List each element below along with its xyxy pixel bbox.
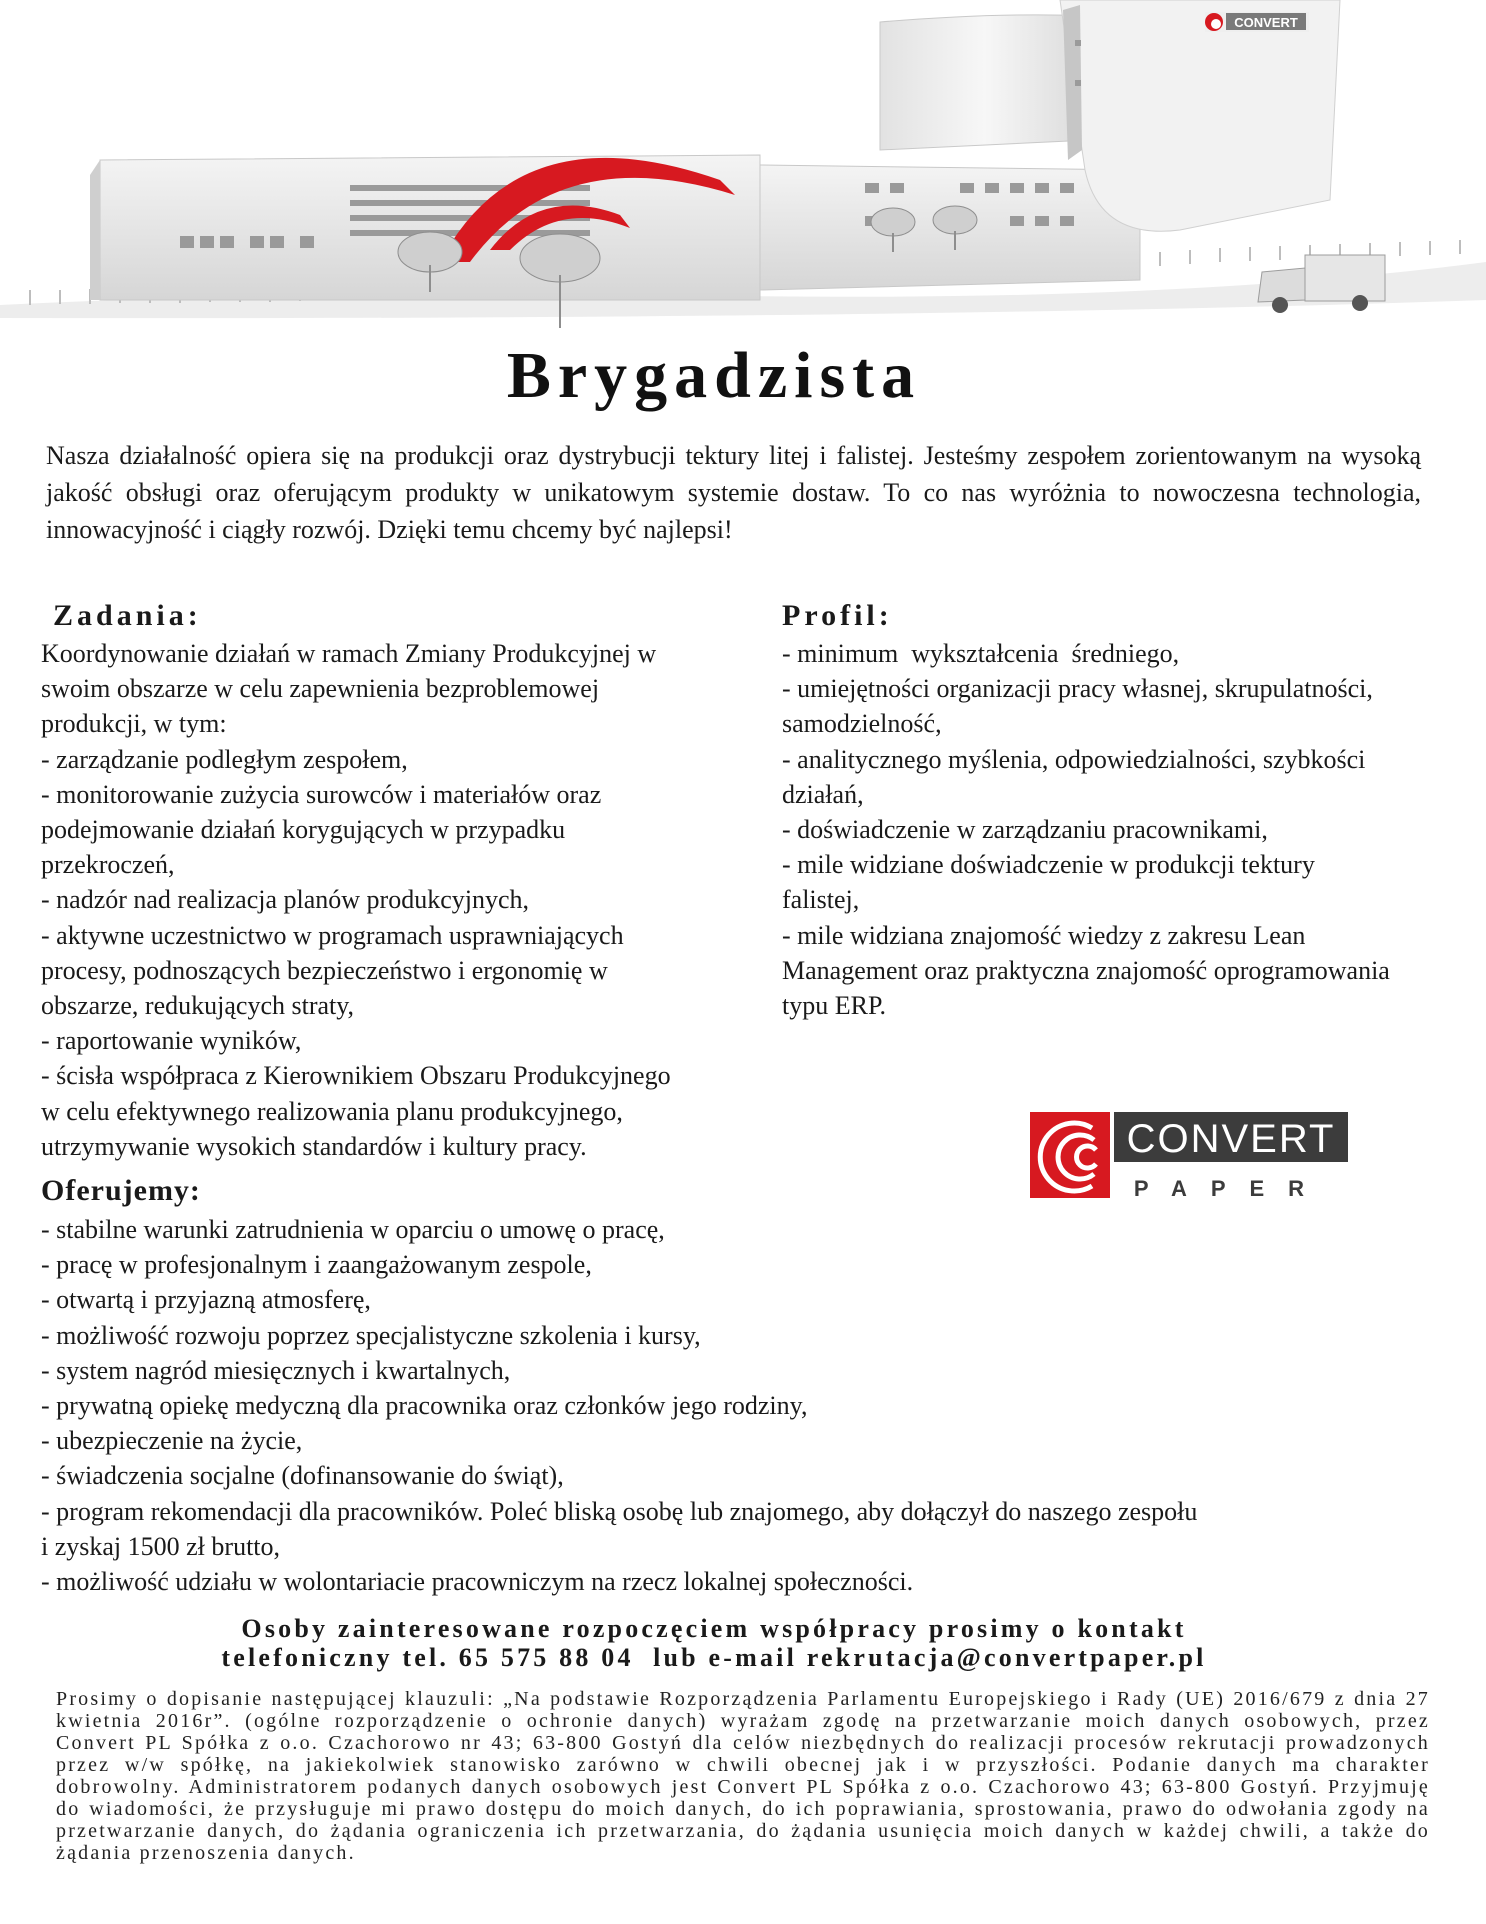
- task-line: podejmowanie działań korygujących w przypadku: [41, 815, 566, 845]
- offer-heading: Oferujemy:: [41, 1174, 201, 1207]
- offer-line: - możliwość udziału w wolontariacie pracowniczym na rzecz lokalnej społeczności.: [41, 1567, 914, 1597]
- tasks-list: [41, 636, 761, 1164]
- profile-list: [782, 636, 1472, 1023]
- profile-line: - analitycznego myślenia, odpowiedzialności, szybkości: [782, 744, 1366, 774]
- task-line: - zarządzanie podległym zespołem,: [41, 744, 408, 774]
- task-line: utrzymywanie wysokich standardów i kultury pracy.: [41, 1131, 587, 1161]
- task-line: obszarze, redukujących straty,: [41, 991, 355, 1021]
- tasks-section: [41, 598, 761, 1164]
- logo-word-convert: CONVERT: [1126, 1117, 1336, 1161]
- offer-line: i zyskaj 1500 zł brutto,: [41, 1531, 281, 1561]
- task-line: produkcji, w tym:: [41, 709, 227, 739]
- page-title: Brygadzista: [506, 339, 922, 412]
- profile-line: Management oraz praktyczna znajomość oprogramowania: [782, 955, 1390, 985]
- offer-line: - świadczenia socjalne (dofinansowanie do świąt),: [41, 1461, 564, 1491]
- profile-line: - doświadczenie w zarządzaniu pracownikami,: [782, 815, 1268, 845]
- profile-line: - umiejętności organizacji pracy własnej, skrupulatności,: [782, 674, 1373, 704]
- company-intro: Nasza działalność opiera się na produkcji oraz dystrybucji tektury litej i falistej. Jesteśmy zespołem zorientowanym na wysoką jakość obsługi oraz oferującym produkty w unikatowym systemie dostaw. To co nas wyróżnia to nowoczesna technologia, innowacyjność i ciągły rozwój. Dzięki temu chcemy być najlepsi!: [46, 441, 1421, 544]
- profile-line: - mile widziana znajomość wiedzy z zakresu Lean: [782, 920, 1306, 950]
- offer-list: [41, 1212, 1371, 1599]
- profile-line: typu ERP.: [782, 991, 887, 1021]
- contact-line-1: Osoby zainteresowane rozpoczęciem współpracy prosimy o kontakt: [241, 1614, 1187, 1643]
- profile-line: - mile widziane doświadczenie w produkcji tektury: [782, 850, 1315, 880]
- task-line: - aktywne uczestnictwo w programach usprawniających: [41, 920, 624, 950]
- banner-logo-text: CONVERT: [1234, 15, 1298, 30]
- task-line: Koordynowanie działań w ramach Zmiany Produkcyjnej w: [41, 639, 657, 668]
- profile-heading: Profil:: [782, 599, 893, 632]
- gdpr-clause: Prosimy o dopisanie następującej klauzuli: „Na podstawie Rozporządzenia Parlamentu Europejskiego i Rady (UE) 2016/679 z dnia 27 kwietnia 2016r”. (ogólne rozporządzenie o ochronie danych) wyrażam zgodę na przetwarzanie moich danych osobowych, przez Convert PL Spółka z o.o. Czachorowo nr 43; 63-800 Gostyń dla celów niezbędnych do realizacji procesów rekrutacji prowadzonych przez w/w spółkę, na jakiekolwiek stanowisko zarówno w chwili obecnej jak i w przyszłości. Podanie danych ma charakter dobrowolny. Administratorem podanych danych osobowych jest Convert PL Spółka z o.o. Czachorowo 43; 63-800 Gostyń. Przyjmuję do wiadomości, że przysługuje mi prawo dostępu do moich danych, do ich poprawiania, sprostowania, prawo do odwołania zgody na przetwarzanie danych, do żądania ograniczenia ich przetwarzania, do żądania usunięcia moich danych w każdej chwili, a także do żądania przenoszenia danych.: [56, 1688, 1430, 1864]
- task-line: - nadzór nad realizacja planów produkcyjnych,: [41, 885, 530, 915]
- offer-line: - otwartą i przyjazną atmosferę,: [41, 1285, 371, 1315]
- header-banner-illustration: [0, 0, 1486, 345]
- contact-line-2: telefoniczny tel. 65 575 88 04 lub e-mail rekrutacja@convertpaper.pl: [221, 1643, 1207, 1672]
- task-line: przekroczeń,: [41, 850, 175, 880]
- offer-line: - stabilne warunki zatrudnienia w oparciu o umowę o pracę,: [41, 1215, 665, 1244]
- offer-line: - ubezpieczenie na życie,: [41, 1426, 303, 1456]
- offer-line: - pracę w profesjonalnym i zaangażowanym zespole,: [41, 1250, 592, 1280]
- offer-section: [41, 1173, 1371, 1599]
- offer-line: - prywatną opiekę medyczną dla pracownika oraz członków jego rodziny,: [41, 1391, 808, 1421]
- task-line: swoim obszarze w celu zapewnienia bezproblemowej: [41, 674, 600, 704]
- task-line: - monitorowanie zużycia surowców i materiałów oraz: [41, 779, 602, 809]
- task-line: - ścisła współpraca z Kierownikiem Obszaru Produkcyjnego: [41, 1061, 671, 1091]
- factory-illustration: [0, 0, 1486, 345]
- profile-section: [782, 598, 1472, 1023]
- offer-line: - możliwość rozwoju poprzez specjalistyczne szkolenia i kursy,: [41, 1320, 701, 1350]
- profile-line: samodzielność,: [782, 709, 942, 739]
- profile-line: - minimum wykształcenia średniego,: [782, 639, 1180, 668]
- tasks-heading: Zadania:: [53, 599, 202, 632]
- offer-line: - program rekomendacji dla pracowników. Poleć bliską osobę lub znajomego, aby dołączył do naszego zespołu: [41, 1496, 1198, 1526]
- logo-word-paper: PAPER: [1133, 1176, 1329, 1201]
- offer-line: - system nagród miesięcznych i kwartalnych,: [41, 1355, 511, 1385]
- task-line: w celu efektywnego realizowania planu produkcyjnego,: [41, 1096, 623, 1126]
- task-line: procesy, podnoszących bezpieczeństwo i ergonomię w: [41, 955, 608, 985]
- profile-line: falistej,: [782, 885, 860, 915]
- profile-line: działań,: [782, 779, 864, 809]
- banner-logo: [1205, 12, 1309, 32]
- task-line: - raportowanie wyników,: [41, 1026, 302, 1056]
- contact-info: [0, 1614, 1428, 1672]
